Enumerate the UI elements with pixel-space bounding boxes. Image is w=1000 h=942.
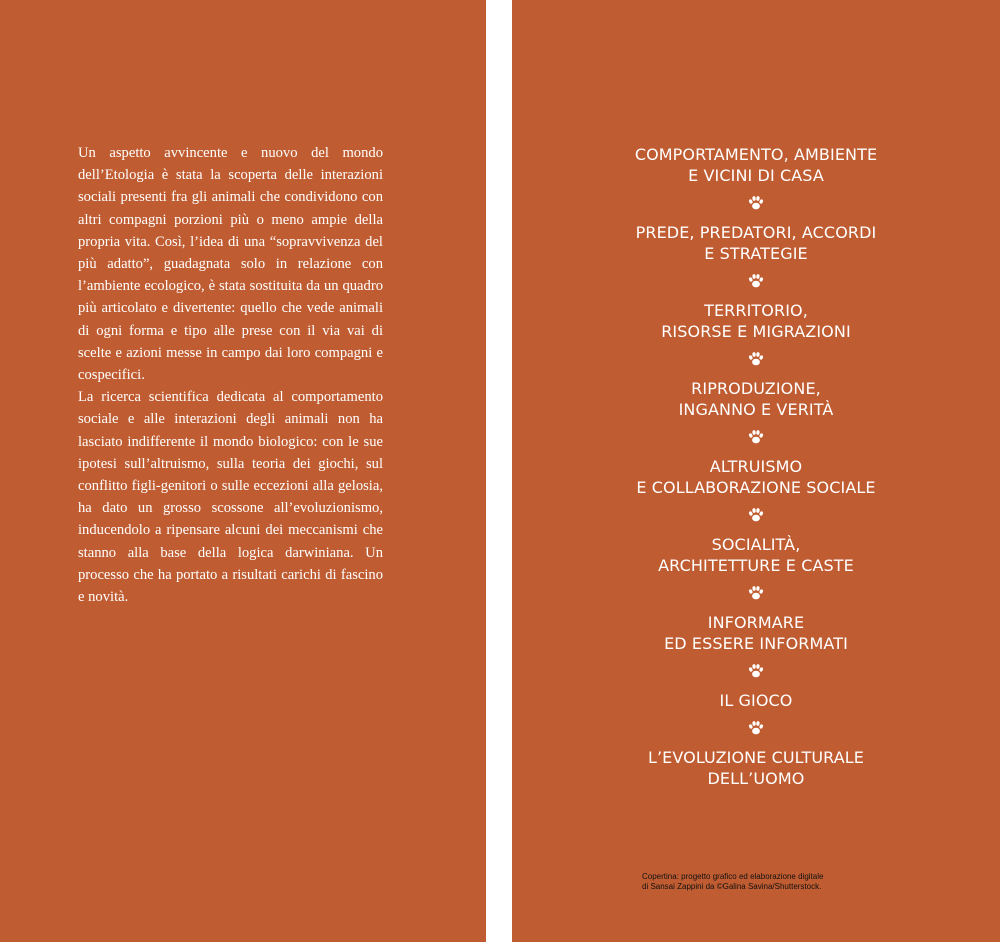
chapter-8-line-1: IL GIOCO — [719, 691, 793, 710]
chapter-1-line-1: COMPORTAMENTO, AMBIENTE — [634, 145, 878, 164]
chapter-6 — [512, 534, 1000, 576]
chapter-2-line-1: PREDE, PREDATORI, ACCORDI — [635, 223, 877, 242]
chapter-8 — [512, 690, 1000, 711]
chapter-1-line-2: E VICINI DI CASA — [688, 166, 824, 185]
chapter-5 — [512, 456, 1000, 498]
chapter-3-line-2: RISORSE E MIGRAZIONI — [661, 322, 851, 341]
chapter-list-panel — [512, 0, 1000, 942]
chapter-6-line-2: ARCHITETTURE E CASTE — [658, 556, 854, 575]
paw-print-icon — [747, 719, 765, 737]
chapter-3 — [512, 300, 1000, 342]
chapter-4 — [512, 378, 1000, 420]
chapter-6-line-1: SOCIALITÀ, — [711, 535, 801, 554]
chapter-1 — [512, 144, 1000, 186]
chapter-3-line-1: TERRITORIO, — [704, 301, 808, 320]
chapter-4-line-2: INGANNO E VERITÀ — [678, 400, 834, 419]
paw-print-icon — [747, 428, 765, 446]
back-cover-blurb — [78, 142, 383, 608]
chapter-list — [512, 144, 1000, 789]
paw-print-icon — [747, 662, 765, 680]
blurb-paragraph-1: Un aspetto avvincente e nuovo del mondo dell’Etologia è stata la scoperta delle interazioni sociali presenti fra gli animali che condividono con altri compagni porzioni più o meno ampie della propria vita. Così, l’idea di una “sopravvivenza del più adatto”, guadagnata solo in relazione con l’ambiente ecologico, è stata sostituita da un quadro più articolato e divertente: quello che vede animali di ogni forma e tipo alle prese con il via vai di scelte e azioni messe in campo dai loro compagni e cospecifici. — [78, 145, 383, 384]
chapter-9 — [512, 747, 1000, 789]
cover-credits — [642, 872, 942, 892]
credits-line-2: di Sansai Zappini da ©Galina Savina/Shutterstock. — [642, 882, 822, 891]
chapter-7-line-1: INFORMARE — [707, 613, 805, 632]
paw-print-icon — [747, 194, 765, 212]
paw-print-icon — [747, 350, 765, 368]
paw-print-icon — [747, 506, 765, 524]
chapter-5-line-1: ALTRUISMO — [709, 457, 803, 476]
paw-print-icon — [747, 584, 765, 602]
credits-line-1: Copertina: progetto grafico ed elaborazione digitale — [642, 872, 824, 881]
back-cover-panel — [0, 0, 486, 942]
chapter-9-line-2: DELL’UOMO — [707, 769, 805, 788]
blurb-paragraph-2: La ricerca scientifica dedicata al comportamento sociale e alle interazioni degli animali non ha lasciato indifferente il mondo biologico: con le sue ipotesi sull’altruismo, sulla teoria dei giochi, sul conflitto figli-genitori o sulle eccezioni alla gelosia, ha dato un grosso scossone all’evoluzionismo, inducendolo a ripensare alcuni dei meccanismi che stanno alla base della logica darwiniana. Un processo che ha portato a risultati carichi di fascino e novità. — [78, 389, 383, 606]
chapter-4-line-1: RIPRODUZIONE, — [691, 379, 821, 398]
chapter-9-line-1: L’EVOLUZIONE CULTURALE — [647, 748, 865, 767]
chapter-5-line-2: E COLLABORAZIONE SOCIALE — [636, 478, 876, 497]
chapter-7 — [512, 612, 1000, 654]
chapter-2-line-2: E STRATEGIE — [704, 244, 808, 263]
paw-print-icon — [747, 272, 765, 290]
chapter-2 — [512, 222, 1000, 264]
chapter-7-line-2: ED ESSERE INFORMATI — [664, 634, 848, 653]
